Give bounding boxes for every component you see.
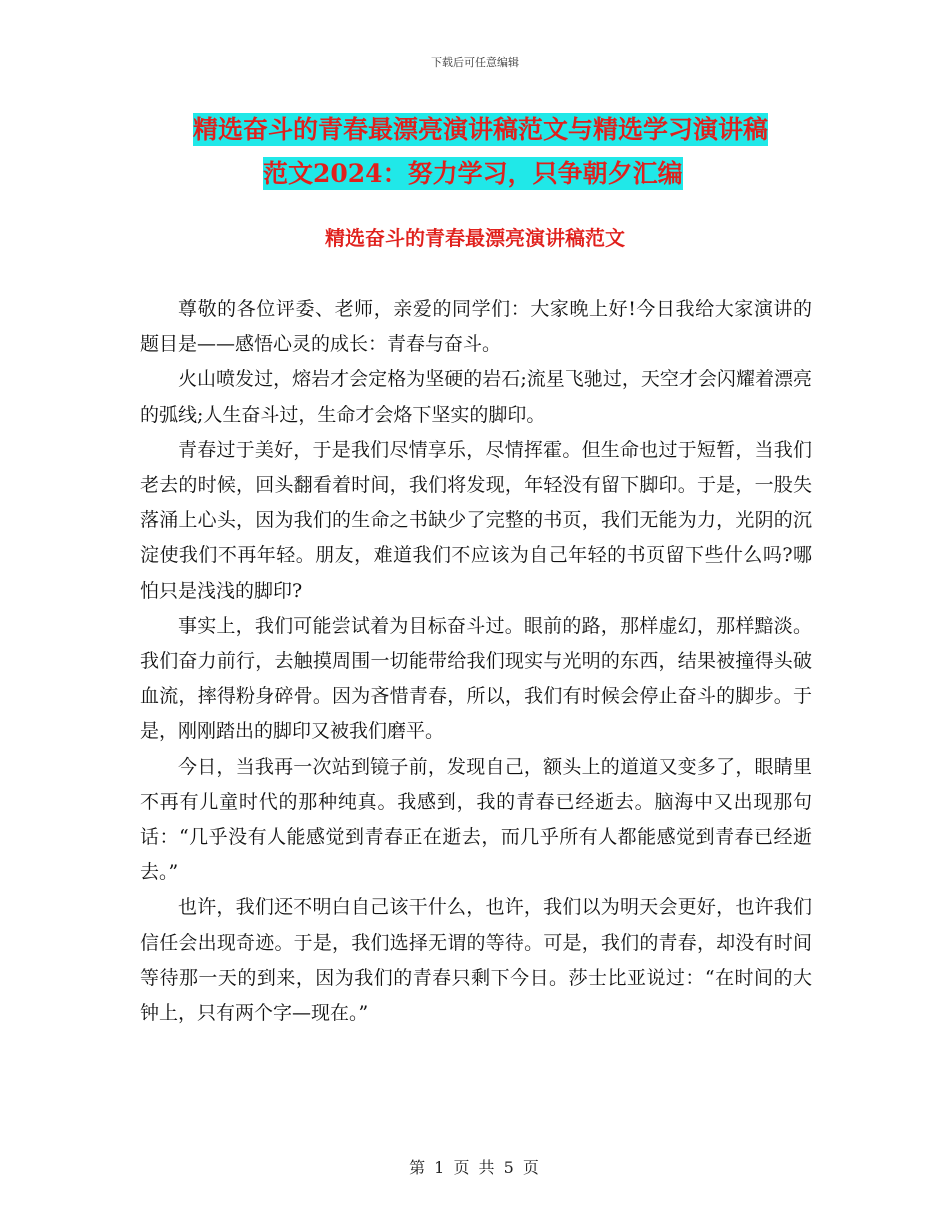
section-title: 精选奋斗的青春最漂亮演讲稿范文	[325, 226, 625, 250]
paragraph: 尊敬的各位评委、老师，亲爱的同学们：大家晚上好!今日我给大家演讲的题目是——感悟心灵的成长：青春与奋斗。	[140, 298, 812, 356]
page-number-footer: 第 1 页 共 5 页	[409, 1158, 541, 1177]
document-title-line-1	[193, 110, 768, 150]
speech-body	[140, 292, 812, 1031]
document-title-line-2	[263, 154, 683, 194]
paragraph: 青春过于美好，于是我们尽情享乐，尽情挥霍。但生命也过于短暂，当我们老去的时候，回头翻看着时间，我们将发现，年轻没有留下脚印。于是，一股失落涌上心头，因为我们的生命之书缺少了完整的书页，我们无能为力，光阴的沉淀使我们不再年轻。朋友，难道我们不应该为自己年轻的书页留下些什么吗?哪怕只是浅浅的脚印?	[140, 438, 812, 602]
title-line-1-text: 精选奋斗的青春最漂亮演讲稿范文与精选学习演讲稿	[193, 115, 769, 144]
paragraph: 事实上，我们可能尝试着为目标奋斗过。眼前的路，那样虚幻，那样黯淡。我们奋力前行，去触摸周围一切能带给我们现实与光明的东西，结果被撞得头破血流，摔得粉身碎骨。因为吝惜青春，所以，我们有时候会停止奋斗的脚步。于是，刚刚踏出的脚印又被我们磨平。	[140, 614, 812, 743]
paragraph: 火山喷发过，熔岩才会定格为坚硬的岩石;流星飞驰过，天空才会闪耀着漂亮的弧线;人生奋斗过，生命才会烙下坚实的脚印。	[140, 368, 812, 426]
header-note: 下载后可任意编辑	[431, 56, 519, 69]
paragraph: 也许，我们还不明白自己该干什么，也许，我们以为明天会更好，也许我们信任会出现奇迹。于是，我们选择无谓的等待。可是，我们的青春，却没有时间等待那一天的到来，因为我们的青春只剩下今日。莎士比亚说过：“在时间的大钟上，只有两个字—现在。”	[140, 896, 812, 1025]
title-line-2-text: 范文2024：努力学习，只争朝夕汇编	[263, 159, 683, 188]
paragraph: 今日，当我再一次站到镜子前，发现自己，额头上的道道又变多了，眼睛里不再有儿童时代的那种纯真。我感到，我的青春已经逝去。脑海中又出现那句话：“几乎没有人能感觉到青春正在逝去，而几乎所有人都能感觉到青春已经逝去。”	[140, 755, 812, 884]
